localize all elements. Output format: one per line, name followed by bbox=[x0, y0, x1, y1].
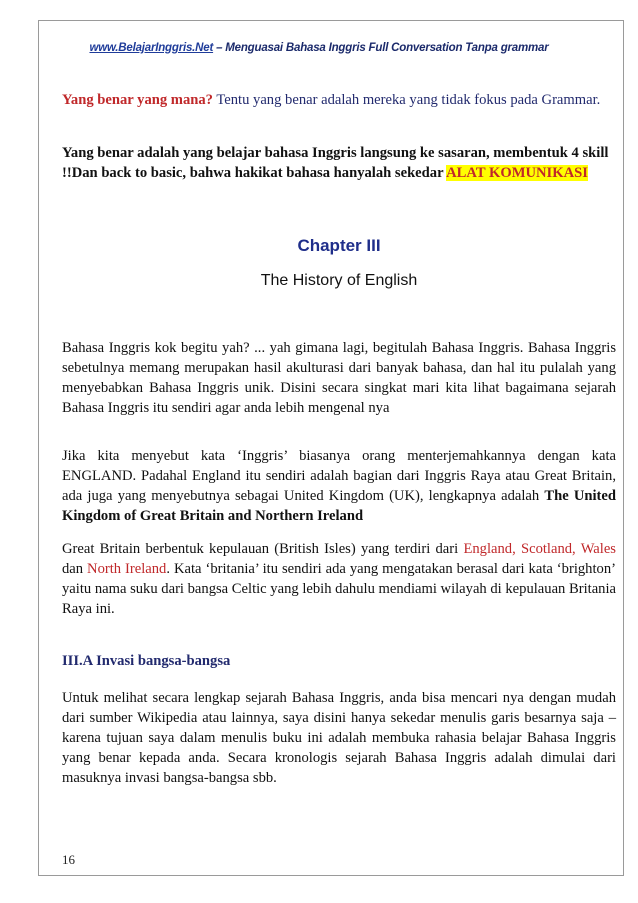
header-title: – Menguasai Bahasa Inggris Full Conversation Tanpa grammar bbox=[213, 42, 549, 54]
paragraph-2-text: Jika kita menyebut kata ‘Inggris’ biasanya orang menterjemahkannya dengan kata ENGLAND. Padahal England itu sendiri adalah bagian dari Inggris Raya atau Great Britain, ada juga yang menyebutnya sebagai United Kingdom (UK), lengkapnya adalah bbox=[62, 448, 616, 504]
header-site-link[interactable]: www.BelajarInggris.Net bbox=[89, 42, 214, 54]
paragraph-3-c: . Kata ‘britania’ itu sendiri ada yang mengatakan berasal dari kata ‘brighton’ yaitu nama suku dari bangsa Celtic yang lebih dahulu mendiami wilayah di kepulauan Britania Raya ini. bbox=[62, 561, 617, 617]
page-number: 16 bbox=[62, 852, 75, 867]
paragraph-2 bbox=[62, 446, 616, 526]
paragraph-3 bbox=[62, 539, 616, 619]
paragraph-2-bold: The United Kingdom of Great Britain and Northern Ireland bbox=[62, 488, 616, 524]
intro-question: Yang benar yang mana? bbox=[62, 92, 213, 108]
chapter-subtitle: The History of English bbox=[260, 272, 418, 289]
section-heading: III.A Invasi bangsa-bangsa bbox=[62, 653, 231, 669]
chapter-title: Chapter III bbox=[297, 236, 381, 255]
paragraph-3-b: dan bbox=[62, 561, 88, 577]
intro-paragraph bbox=[62, 90, 616, 110]
statement-paragraph bbox=[62, 143, 616, 183]
paragraph-3-countries: England, Scotland, Wales bbox=[463, 541, 616, 557]
page-header bbox=[0, 42, 638, 54]
statement-highlight: ALAT KOMUNIKASI bbox=[446, 165, 588, 181]
paragraph-1: Bahasa Inggris kok begitu yah? ... yah gimana lagi, begitulah Bahasa Inggris. Bahasa Inggris sebetulnya memang merupakan hasil akulturasi dari banyak bahasa, dan hal itu pulalah yang menyebabkan Bahasa Inggris unik. Disini secara singkat mari kita lihat bagaimana sejarah Bahasa Inggris itu sendiri agar anda lebih mengenal nya bbox=[62, 340, 616, 416]
statement-text: Yang benar adalah yang belajar bahasa Inggris langsung ke sasaran, membentuk 4 skill !!Dan back to basic, bahwa hakikat bahasa hanyalah sekedar bbox=[62, 145, 609, 181]
paragraph-3-a: Great Britain berbentuk kepulauan (British Isles) yang terdiri dari bbox=[62, 541, 464, 557]
paragraph-3-north-ireland: North Ireland bbox=[87, 561, 167, 577]
section-paragraph: Untuk melihat secara lengkap sejarah Bahasa Inggris, anda bisa mencari nya dengan mudah dari sumber Wikipedia atau lainnya, saya disini hanya sekedar menulis garis besarnya saja – karena tujuan saya dalam menulis buku ini adalah membuka rahasia belajar Bahasa Inggris yang benar kepada anda. Secara kronologis sejarah Bahasa Inggris adalah dimulai dari masuknya invasi bangsa-bangsa sbb. bbox=[62, 690, 616, 786]
intro-answer: Tentu yang benar adalah mereka yang tidak fokus pada Grammar. bbox=[212, 92, 601, 108]
